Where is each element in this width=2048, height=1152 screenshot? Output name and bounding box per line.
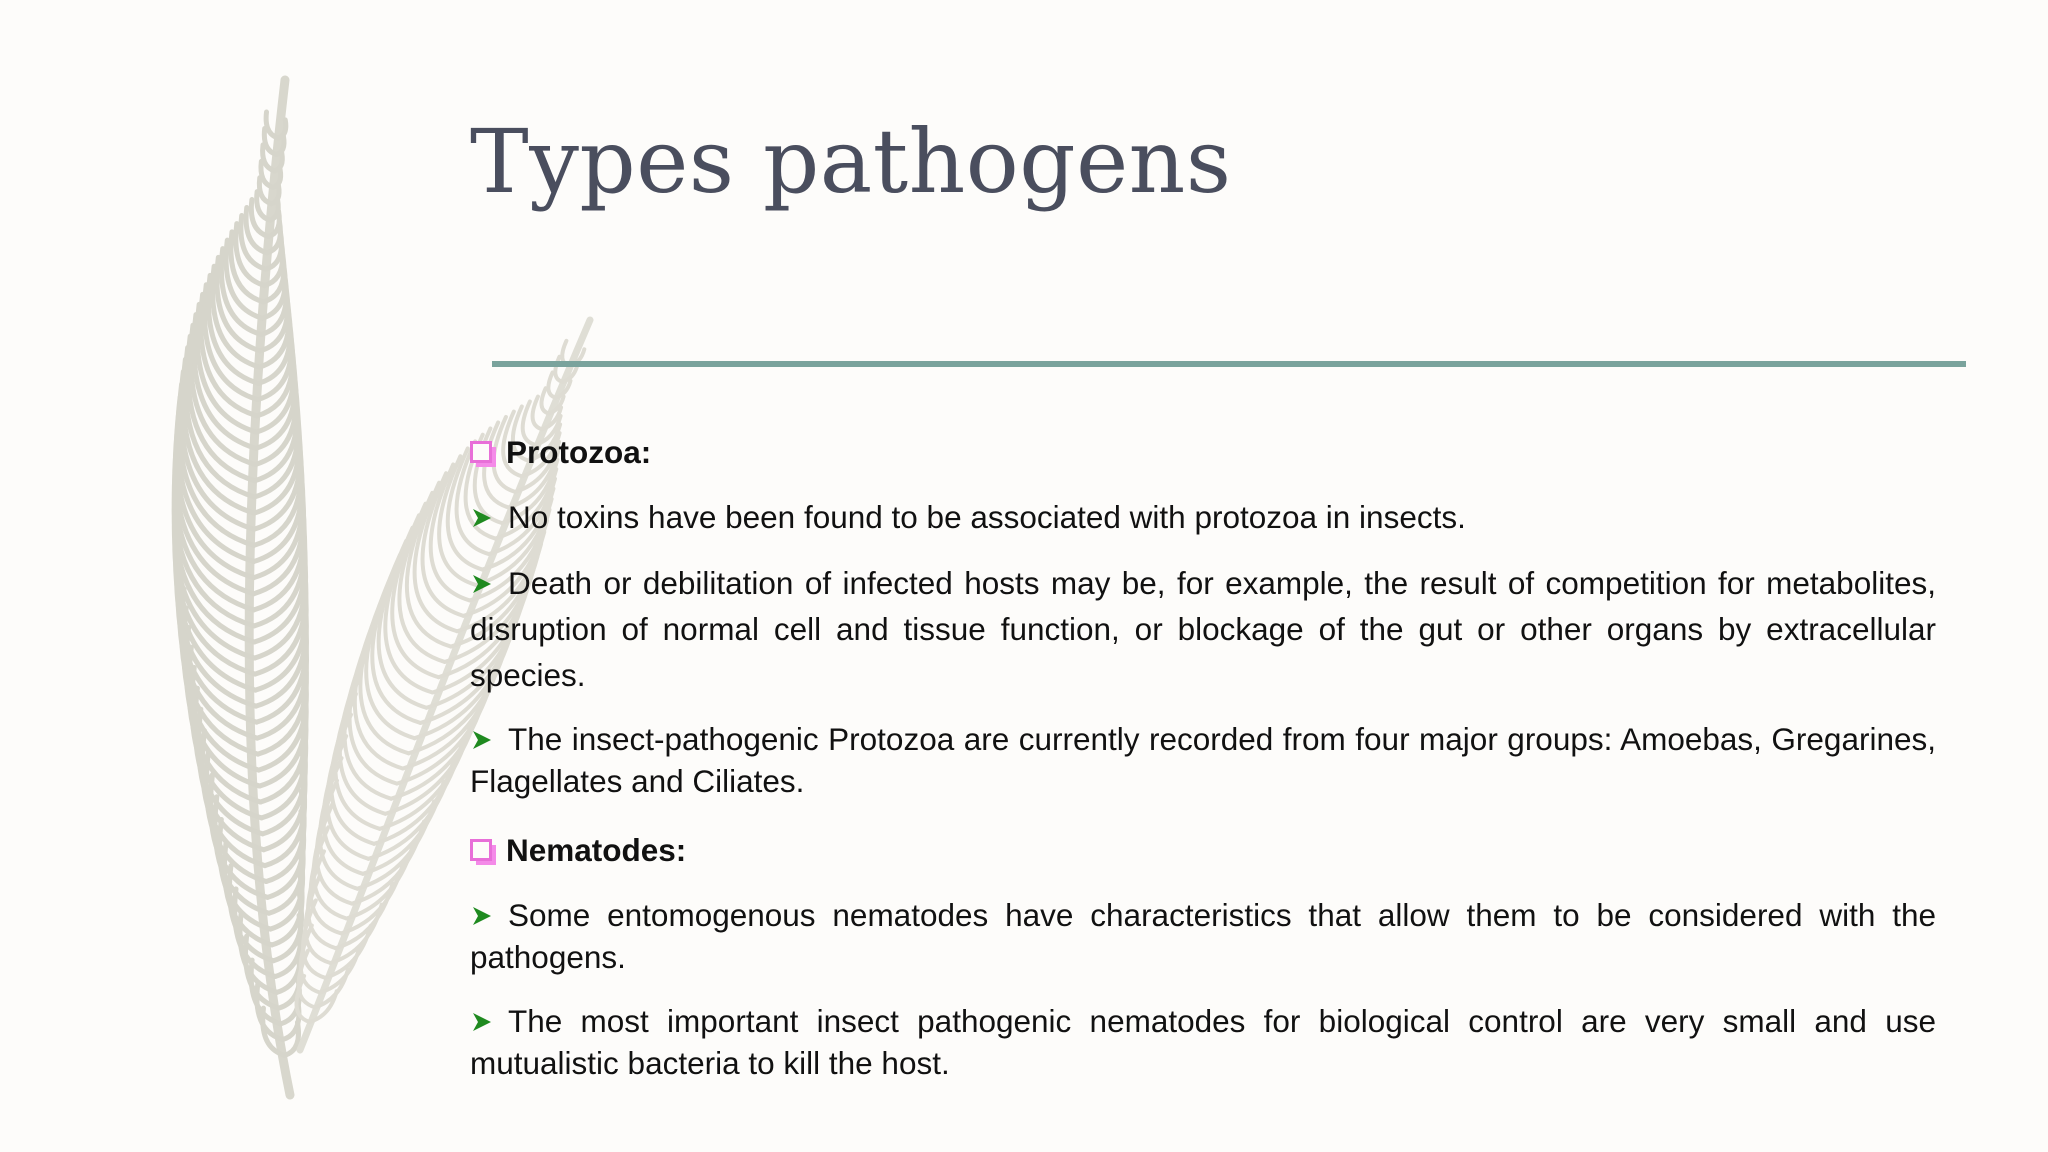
section-heading-protozoa [470, 428, 1936, 476]
bullet-text: Death or debilitation of infected hosts may be, for example, the result of competition for metabolites, disruption of normal cell and tissue function, or blockage of the gut or other organs by extracellular species. [470, 565, 1936, 693]
bullet-point [470, 894, 1936, 978]
arrow-bullet-icon [470, 728, 494, 752]
section-heading-label: Nematodes: [506, 832, 687, 868]
slide-content [470, 428, 1936, 1106]
arrow-bullet-icon [470, 904, 494, 928]
bullet-point [470, 560, 1936, 698]
checkbox-square-icon [470, 441, 492, 463]
slide-title: Types pathogens [470, 110, 1232, 213]
bullet-text: The most important insect pathogenic nematodes for biological control are very small and use mutualistic bacteria to kill the host. [470, 1003, 1936, 1081]
section-heading-label: Protozoa: [506, 434, 652, 470]
arrow-bullet-icon [470, 572, 494, 596]
title-divider [492, 361, 1966, 367]
section-heading-nematodes [470, 826, 1936, 874]
arrow-bullet-icon [470, 506, 494, 530]
checkbox-square-icon [470, 839, 492, 861]
bullet-point [470, 718, 1936, 802]
arrow-bullet-icon [470, 1010, 494, 1034]
bullet-text: No toxins have been found to be associated with protozoa in insects. [508, 499, 1466, 535]
bullet-text: Some entomogenous nematodes have characteristics that allow them to be considered with the pathogens. [470, 897, 1936, 975]
bullet-point [470, 1000, 1936, 1084]
bullet-text: The insect-pathogenic Protozoa are currently recorded from four major groups: Amoebas, Gregarines, Flagellates and Ciliates. [470, 721, 1936, 799]
bullet-point [470, 496, 1936, 538]
